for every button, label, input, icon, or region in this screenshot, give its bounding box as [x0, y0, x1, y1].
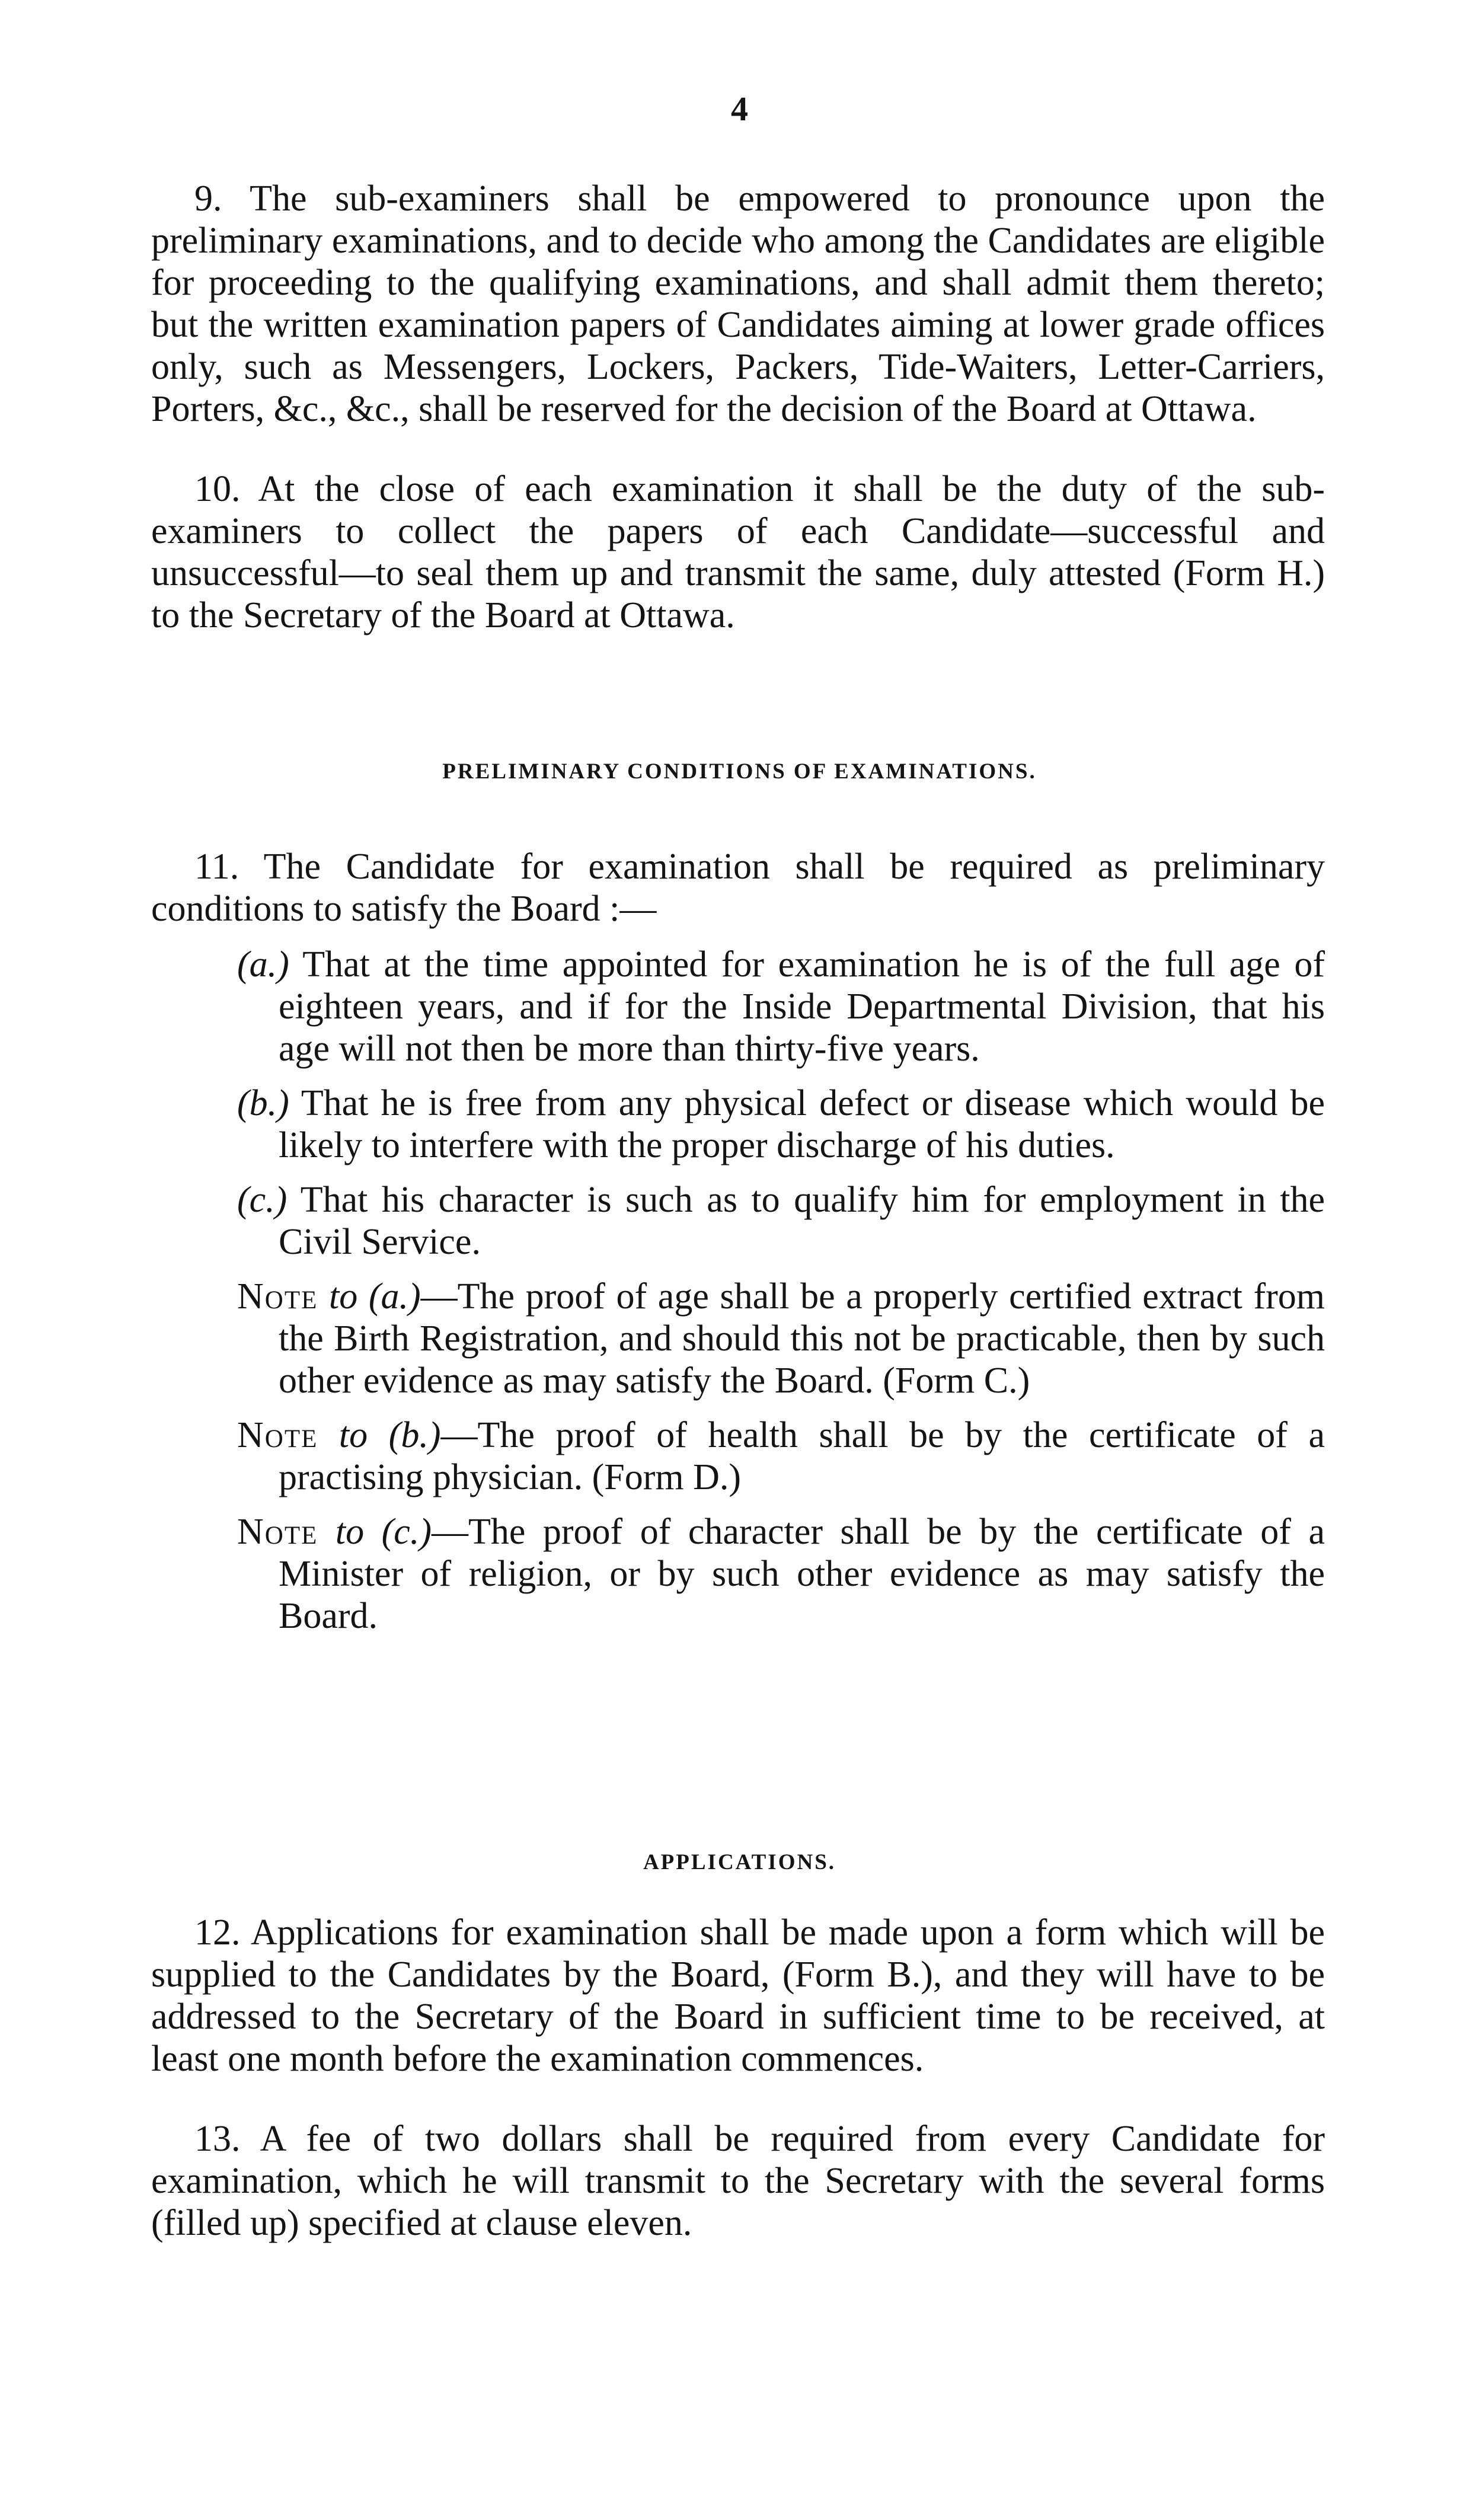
- condition-text: That his character is such as to qualify him for employment in the Civil Service.: [279, 1180, 1325, 1262]
- note-text: —The proof of age shall be a properly certified extract from the Birth Registration, and should this not be practicable, then by such other evidence as may satisfy the Board. (Form C.): [279, 1276, 1325, 1401]
- page-number: 4: [731, 90, 748, 128]
- heading-applications: APPLICATIONS.: [643, 1850, 836, 1874]
- note-word: Note: [237, 1276, 318, 1317]
- note-ref: to (c.): [335, 1512, 432, 1552]
- note-text: —The proof of health shall be by the certificate of a practising physician. (Form D.): [279, 1415, 1325, 1497]
- condition-label: (a.): [237, 944, 289, 985]
- condition-a: [237, 944, 1325, 1070]
- paragraph-13: 13. A fee of two dollars shall be required from every Candidate for examination, which he will transmit to the Secretary with the several forms (filled up) specified at clause eleven.: [151, 2119, 1325, 2243]
- section-9-10: [151, 178, 1325, 637]
- condition-label: (b.): [237, 1083, 289, 1123]
- note-word: Note: [237, 1415, 318, 1455]
- paragraph-10: 10. At the close of each examination it shall be the duty of the sub-examiners to collect the papers of each Candidate—successful and unsuccessful—to seal them up and transmit the same, duly attested (Form H.) to the Secretary of the Board at Ottawa.: [151, 469, 1325, 635]
- note-b: [237, 1414, 1325, 1499]
- condition-text: That he is free from any physical defect or disease which would be likely to interfere with the proper discharge of his duties.: [279, 1083, 1325, 1165]
- note-c: [237, 1511, 1325, 1637]
- note-word: Note: [237, 1512, 318, 1552]
- note-ref: to (b.): [338, 1415, 441, 1455]
- note-text: —The proof of character shall be by the certificate of a Minister of religion, or by such other evidence as may satisfy the Board.: [279, 1512, 1325, 1636]
- paragraph-11-intro: 11. The Candidate for examination shall be required as preliminary conditions to satisfy the Board :—: [151, 847, 1325, 929]
- conditions-list: [237, 944, 1325, 1650]
- note-ref: to (a.): [329, 1276, 421, 1317]
- condition-b: [237, 1082, 1325, 1167]
- condition-label: (c.): [237, 1180, 288, 1220]
- heading-preliminary-conditions: PRELIMINARY CONDITIONS OF EXAMINATIONS.: [442, 759, 1037, 784]
- condition-text: That at the time appointed for examination he is of the full age of eighteen years, and if for the Inside Departmental Division, that his age will not then be more than thirty-five years.: [279, 944, 1325, 1069]
- section-12-13: [151, 1912, 1325, 2244]
- note-a: [237, 1276, 1325, 1402]
- paragraph-12: 12. Applications for examination shall be made upon a form which will be supplied to the Candidates by the Board, (Form B.), and they will have to be addressed to the Secretary of the Board in sufficient time to be received, at least one month before the examination commences.: [151, 1912, 1325, 2079]
- paragraph-9: 9. The sub-examiners shall be empowered to pronounce upon the preliminary examinations, and to decide who among the Candidates are eligible for proceeding to the qualifying examinations, and shall admit them thereto; but the written examination papers of Candidates aiming at lower grade offices only, such as Messengers, Lockers, Packers, Tide-Waiters, Letter-Carriers, Porters, &c., &c., shall be reserved for the decision of the Board at Ottawa.: [151, 178, 1325, 429]
- condition-c: [237, 1179, 1325, 1263]
